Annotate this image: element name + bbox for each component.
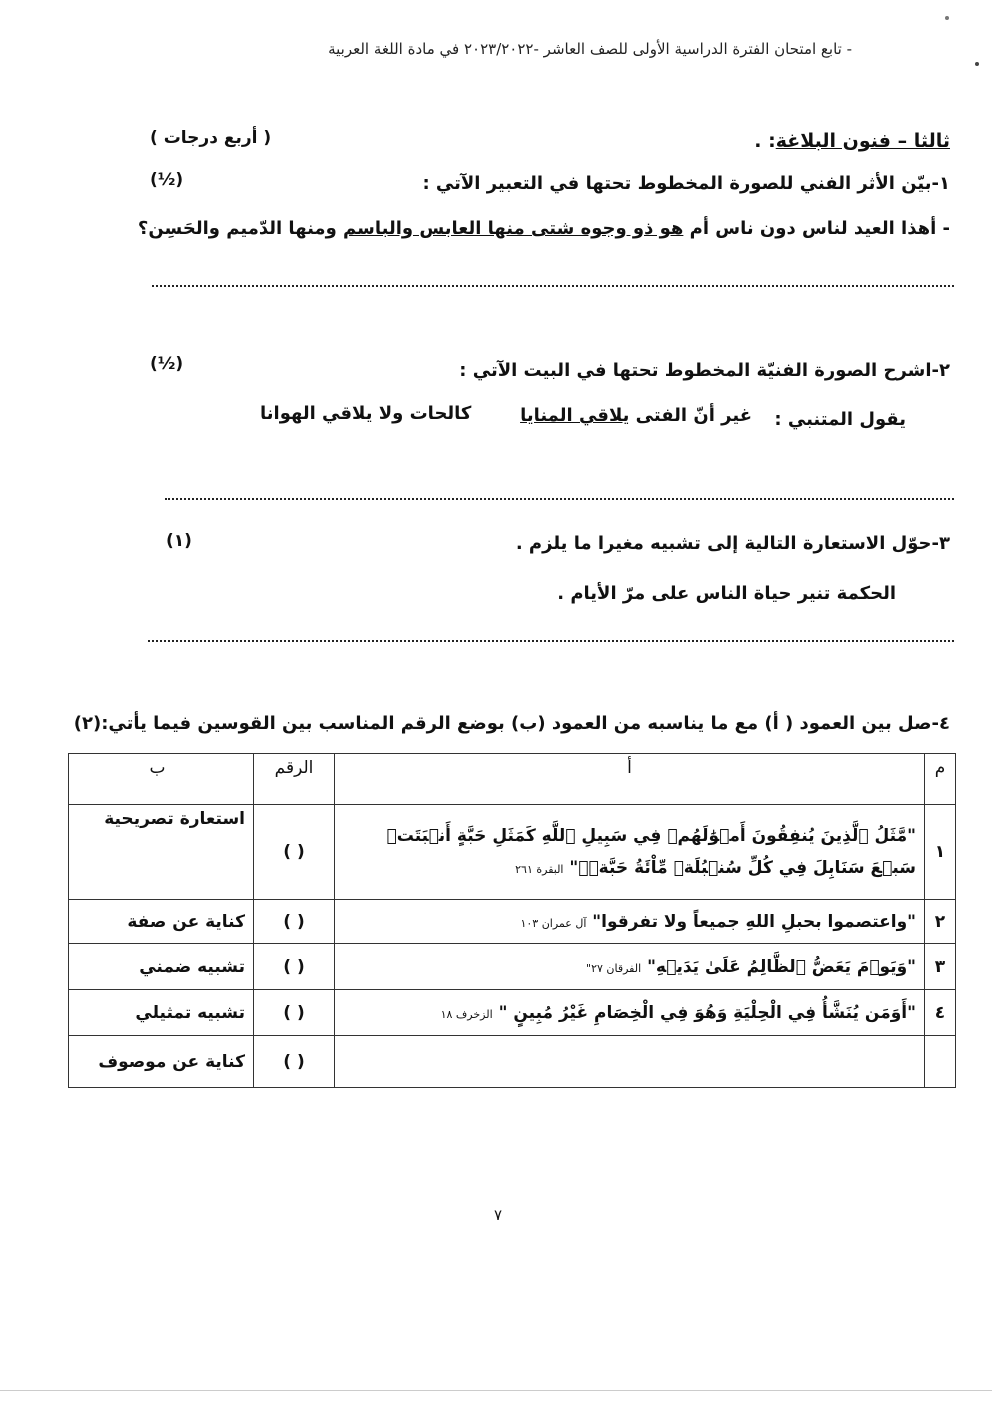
row-answer-slot[interactable]: ( ) [254, 805, 335, 900]
q2-answer-line[interactable] [165, 498, 954, 500]
section-title [754, 130, 950, 152]
table-header-row [69, 754, 956, 805]
row-verse-ref: البقرة ٢٦١ [515, 863, 564, 876]
q1-underlined-image: هو ذو وجوه شتى منها العابس والباسم [343, 218, 684, 239]
row-number: ٤ [925, 990, 956, 1036]
q1-number: ١- [931, 173, 950, 194]
row-verse-text: "واعتصموا بحبلِ اللهِ جميعاً ولا تفرقوا" [592, 911, 916, 932]
q2-hemistich-1 [520, 405, 752, 426]
q2-hemistich-1-start: غير أنّ الفتى [629, 405, 752, 426]
table-row [69, 944, 956, 990]
q1-grade: (½) [150, 170, 184, 190]
q2-grade: (½) [150, 354, 184, 374]
row-verse [335, 900, 925, 944]
q4-text: صل بين العمود ( أ) مع ما يناسبه من العمود (ب) بوضع الرقم المناسب بين القوسين فيما يأتي:(٢) [73, 713, 932, 734]
q2-poet: يقول المتنبي : [774, 409, 906, 430]
header-a: أ [335, 754, 925, 805]
row-verse-text: "أَوَمَن يُنَشَّأُ فِي الْحِلْيَةِ وَهُوَ فِي الْخِصَامِ غَيْرُ مُبِينٍ " [498, 1002, 916, 1023]
q4-prompt [74, 713, 950, 734]
row-number [925, 1036, 956, 1088]
q1-prompt [422, 173, 950, 194]
row-option: تشبيه تمثيلي [69, 990, 254, 1036]
q3-sentence: الحكمة تنير حياة الناس على مرّ الأيام . [557, 583, 896, 604]
row-number: ٢ [925, 900, 956, 944]
table-row [69, 990, 956, 1036]
row-answer-slot[interactable]: ( ) [254, 1036, 335, 1088]
header-num: الرقم [254, 754, 335, 805]
matching-table [68, 753, 956, 1088]
q3-grade: (١) [166, 531, 192, 551]
q3-prompt [516, 533, 950, 554]
row-verse [335, 805, 925, 900]
row-option: استعارة تصريحية [69, 805, 254, 900]
header-b: ب [69, 754, 254, 805]
q2-underlined-image: يلاقي المنايا [520, 405, 630, 426]
q1-answer-line[interactable] [152, 285, 954, 287]
row-answer-slot[interactable]: ( ) [254, 900, 335, 944]
row-verse-ref: آل عمران ١٠٣ [520, 916, 587, 930]
page-header: - تابع امتحان الفترة الدراسية الأولى للصف العاشر -٢٠٢٣/٢٠٢٢ في مادة اللغة العربية [328, 40, 852, 58]
row-verse [335, 1036, 925, 1088]
q2-prompt [459, 360, 950, 381]
q1-text: بيّن الأثر الفني للصورة المخطوط تحتها في التعبير الآتي : [422, 173, 932, 194]
q2-text: اشرح الصورة الفنيّة المخطوط تحتها في البيت الآتي : [459, 360, 932, 381]
page-bottom-edge [0, 1390, 992, 1391]
row-verse-text: "وَيَوۡمَ يَعَضُّ ٱلظَّالِمُ عَلَىٰ يَدَيۡهِ" [647, 956, 916, 977]
q1-sentence [138, 218, 950, 239]
q3-number: ٣- [931, 533, 950, 554]
row-option: كناية عن صفة [69, 900, 254, 944]
row-answer-slot[interactable]: ( ) [254, 990, 335, 1036]
page-number: ٧ [494, 1206, 503, 1224]
table-row [69, 805, 956, 900]
row-option: كناية عن موصوف [69, 1036, 254, 1088]
row-verse-ref: الفرقان ٢٧" [586, 961, 642, 975]
q2-hemistich-2: كالحات ولا يلاقي الهوانا [260, 403, 472, 424]
table-row [69, 1036, 956, 1088]
q1-sentence-start: - أهذا العيد لناس دون ناس أم [683, 218, 950, 239]
bullet-dot [975, 62, 979, 66]
q2-number: ٢- [931, 360, 950, 381]
table-row [69, 900, 956, 944]
row-option: تشبيه ضمني [69, 944, 254, 990]
section-title-suffix: : . [754, 130, 776, 152]
row-verse-ref: الزخرف ١٨ [440, 1007, 493, 1021]
row-number: ٣ [925, 944, 956, 990]
section-marks: ( أربع درجات ) [150, 128, 272, 148]
q1-sentence-end: ومنها الدّميم والحَسِن؟ [137, 218, 344, 239]
row-answer-slot[interactable]: ( ) [254, 944, 335, 990]
q3-answer-line[interactable] [148, 640, 954, 642]
header-m: م [925, 754, 956, 805]
row-verse-text: "مَّثَلُ ٱلَّذِينَ يُنفِقُونَ أَمۡوَٰلَهُمۡ فِي سَبِيلِ ٱللَّهِ كَمَثَلِ حَبَّةٍ أَنۢبَتَتۡ سَبۡعَ سَنَابِلَ فِي كُلِّ سُنۢبُلَةٖ مِّاْئَةُ حَبَّةٖۗ" [386, 825, 916, 878]
q4-number: ٤- [931, 713, 950, 734]
row-verse [335, 944, 925, 990]
scan-mark [945, 16, 949, 20]
row-verse [335, 990, 925, 1036]
row-number: ١ [925, 805, 956, 900]
q3-text: حوّل الاستعارة التالية إلى تشبيه مغيرا ما يلزم . [515, 533, 932, 554]
section-title-text: ثالثا – فنون البلاغة [775, 130, 950, 152]
